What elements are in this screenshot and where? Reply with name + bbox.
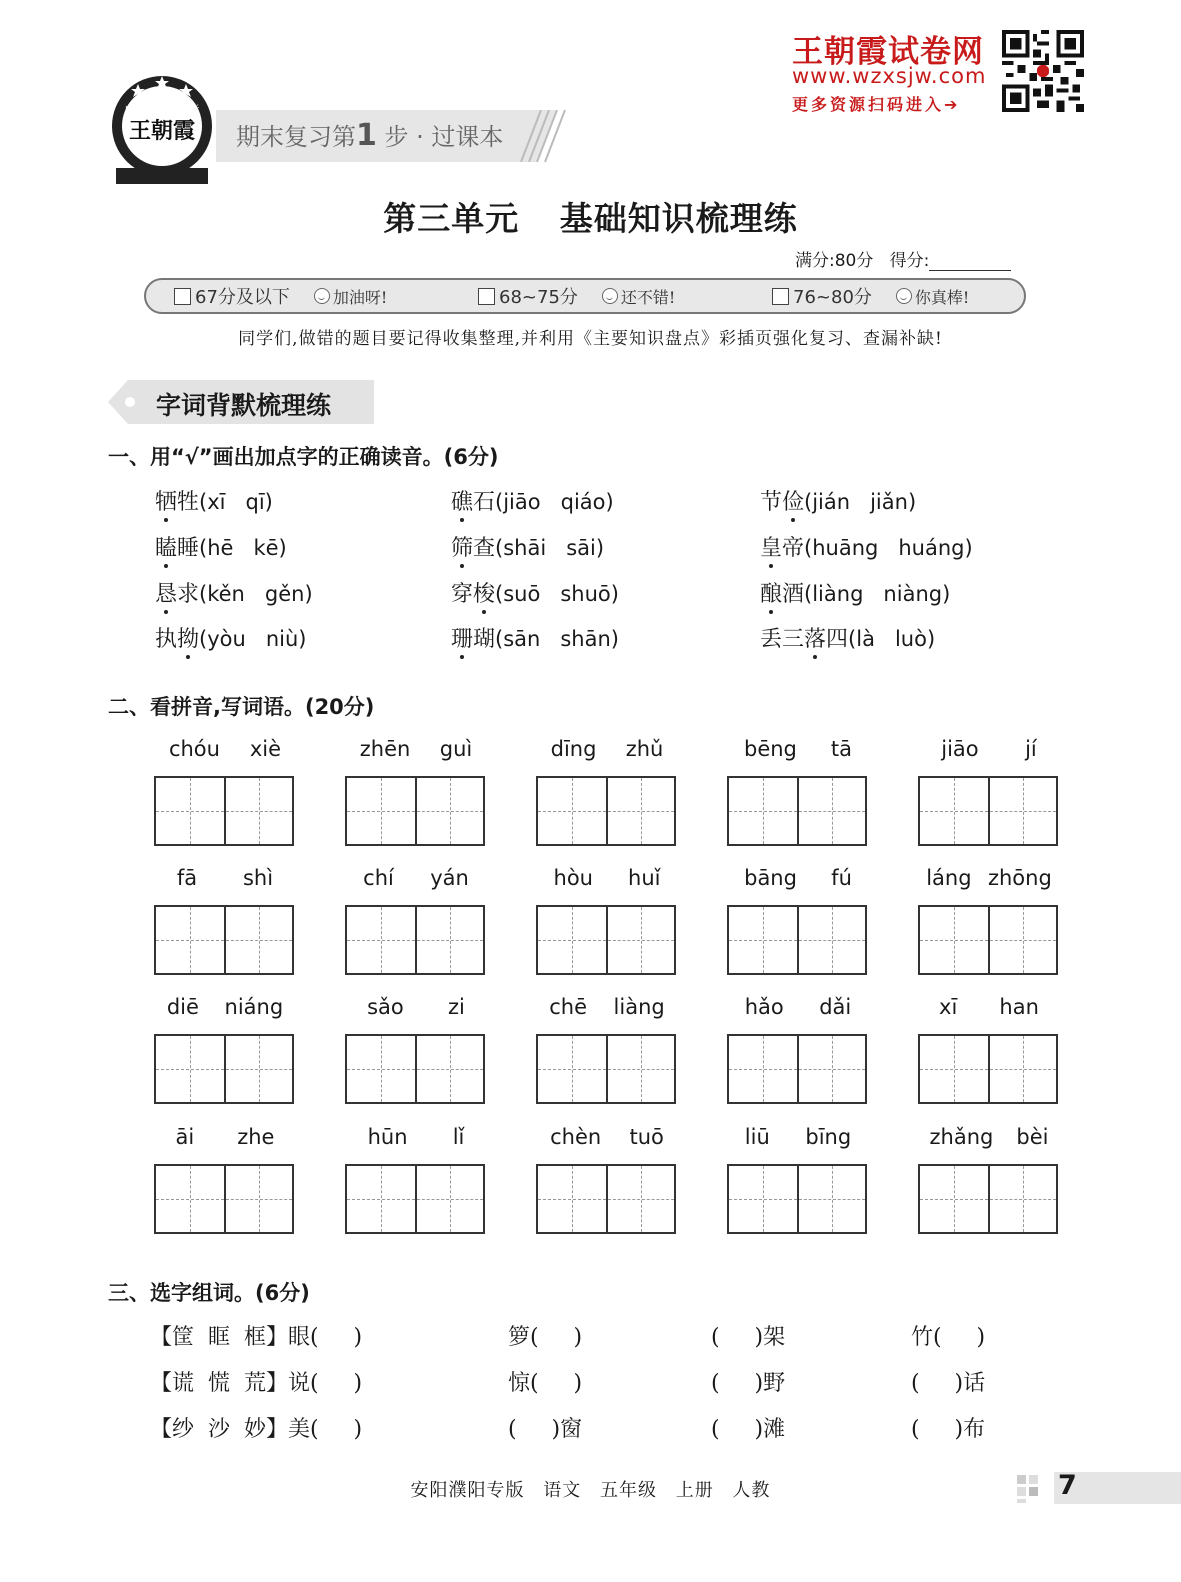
pinyin-options[interactable]: (shāi sāi): [495, 536, 605, 560]
word-prefix: 穿: [451, 582, 474, 607]
pinyin-syllable: bēng: [744, 737, 797, 761]
footer-edition: 安阳濮阳专版 语文 五年级 上册 人教: [410, 1480, 771, 1501]
study-tip: 同学们,做错的题目要记得收集整理,并利用《主要知识盘点》彩插页强化复习、查漏补缺!: [238, 329, 943, 349]
word-prefix: 丢三: [760, 627, 805, 652]
brand-url[interactable]: www.wzxsjw.com: [792, 64, 987, 88]
pinyin-syllable: chèn: [550, 1125, 602, 1149]
pinyin-prompt: [727, 866, 869, 890]
writing-cell[interactable]: [538, 1166, 606, 1232]
pinyin-options[interactable]: (xī qī): [199, 490, 273, 514]
pinyin-syllable: zi: [448, 995, 465, 1019]
brand-title: 王朝霞试卷网: [792, 34, 984, 70]
pinyin-prompt: [918, 1125, 1060, 1149]
writing-cell[interactable]: [606, 1166, 674, 1232]
writing-cell[interactable]: [538, 778, 606, 844]
writing-grid[interactable]: [727, 905, 867, 975]
pronunciation-item[interactable]: [451, 577, 619, 608]
writing-grid[interactable]: [536, 905, 676, 975]
pinyin-options[interactable]: (jián jiǎn): [804, 490, 917, 514]
pinyin-prompt: [345, 866, 487, 890]
word-suffix: 石: [473, 490, 496, 515]
pinyin-prompt: [345, 995, 487, 1019]
pinyin-syllable: diē: [166, 995, 199, 1019]
pronunciation-item[interactable]: [155, 531, 287, 562]
writing-grid[interactable]: [536, 776, 676, 846]
self-rating-bar: [144, 278, 1026, 314]
writing-cell[interactable]: [797, 1166, 865, 1232]
score-line: 满分:80分 得分:: [795, 246, 1011, 271]
pinyin-syllable: zhǎng: [929, 1125, 994, 1149]
pinyin-prompt: [727, 1125, 869, 1149]
writing-cell[interactable]: [538, 1036, 606, 1102]
pinyin-options[interactable]: (hē kē): [199, 536, 287, 560]
checkbox-icon[interactable]: [772, 288, 789, 305]
pronunciation-item[interactable]: [451, 622, 619, 653]
writing-cell[interactable]: [729, 778, 797, 844]
writing-cell[interactable]: [224, 1036, 292, 1102]
pronunciation-item[interactable]: [155, 485, 273, 516]
word-blank[interactable]: ( )野: [711, 1371, 786, 1396]
pronunciation-item[interactable]: [760, 622, 935, 653]
pinyin-syllable: shì: [242, 866, 274, 890]
checkbox-icon[interactable]: [174, 288, 191, 305]
smiley-face-icon: [896, 288, 912, 304]
writing-cell[interactable]: [920, 778, 988, 844]
pinyin-options[interactable]: (là luò): [848, 627, 936, 651]
choice-group-with-blank[interactable]: 【纱 沙 妙】美( ): [150, 1417, 363, 1442]
writing-cell[interactable]: [538, 907, 606, 973]
pinyin-syllable: hòu: [553, 866, 593, 890]
pinyin-syllable: fú: [831, 866, 852, 890]
smiley-face-icon: [602, 288, 618, 304]
pinyin-prompt: [536, 1125, 678, 1149]
writing-cell[interactable]: [347, 778, 415, 844]
dotted-character: 礁: [451, 485, 473, 516]
writing-cell[interactable]: [347, 1166, 415, 1232]
pinyin-prompt: [536, 995, 678, 1019]
writing-grid[interactable]: [918, 905, 1058, 975]
pinyin-prompt: [345, 1125, 487, 1149]
writing-cell[interactable]: [224, 778, 292, 844]
word-suffix: 查: [473, 536, 496, 561]
dotted-character: 皇: [760, 531, 782, 562]
word-blank[interactable]: 惊( ): [508, 1371, 583, 1396]
pinyin-syllable: jí: [1025, 737, 1037, 761]
choice-group-with-blank[interactable]: 【筐 眶 框】眼( ): [150, 1325, 363, 1350]
writing-cell[interactable]: [797, 778, 865, 844]
page-number-decoration: [1017, 1475, 1045, 1503]
writing-grid[interactable]: [345, 1034, 485, 1104]
word-blank[interactable]: ( )架: [711, 1325, 786, 1350]
rating-option-3[interactable]: 76~80分 你真棒!: [772, 280, 969, 312]
step-banner-text: 期末复习第1 步 · 过课本: [236, 118, 504, 153]
writing-cell[interactable]: [729, 1166, 797, 1232]
pinyin-syllable: guì: [439, 737, 473, 761]
writing-cell[interactable]: [729, 1036, 797, 1102]
pinyin-syllable: chē: [549, 995, 588, 1019]
dotted-character: 梭: [473, 577, 495, 608]
dotted-character: 牺: [155, 485, 177, 516]
pinyin-prompt: [154, 866, 296, 890]
pinyin-syllable: zhōng: [987, 866, 1052, 890]
dotted-character: 瞌: [155, 531, 177, 562]
pinyin-syllable: liū: [744, 1125, 770, 1149]
pinyin-syllable: tuō: [629, 1125, 664, 1149]
writing-cell[interactable]: [988, 907, 1056, 973]
choice-group-with-blank[interactable]: 【谎 慌 荒】说( ): [150, 1371, 363, 1396]
pinyin-options[interactable]: (sān shān): [495, 627, 619, 651]
writing-grid[interactable]: [727, 776, 867, 846]
pinyin-prompt: [154, 1125, 296, 1149]
pinyin-prompt: [918, 995, 1060, 1019]
pinyin-syllable: bīng: [805, 1125, 852, 1149]
writing-cell[interactable]: [347, 1036, 415, 1102]
pinyin-syllable: xī: [939, 995, 958, 1019]
logo-subtitle: 成长路上 霞光满天: [124, 105, 200, 115]
writing-cell[interactable]: [797, 1036, 865, 1102]
dotted-character: 落: [804, 622, 826, 653]
question-2-heading: 二、看拼音,写词语。(20分): [108, 695, 375, 719]
word-suffix: 帝: [782, 536, 805, 561]
word-suffix: 求: [177, 582, 200, 607]
writing-cell[interactable]: [988, 1166, 1056, 1232]
writing-cell[interactable]: [156, 1036, 224, 1102]
brand-scan-hint: 更多资源扫码进入➔: [792, 95, 961, 114]
writing-cell[interactable]: [415, 778, 483, 844]
page-number: 7: [1058, 1470, 1077, 1501]
word-suffix: 四: [826, 627, 849, 652]
pronunciation-item[interactable]: [451, 485, 614, 516]
pinyin-syllable: liàng: [613, 995, 665, 1019]
pinyin-options[interactable]: (jiāo qiáo): [495, 490, 614, 514]
pinyin-prompt: [918, 866, 1060, 890]
writing-grid[interactable]: [918, 776, 1058, 846]
writing-cell[interactable]: [156, 1166, 224, 1232]
pinyin-syllable: bèi: [1016, 1125, 1049, 1149]
writing-cell[interactable]: [224, 1166, 292, 1232]
pinyin-syllable: xiè: [249, 737, 282, 761]
writing-grid[interactable]: [918, 1164, 1058, 1234]
writing-grid[interactable]: [345, 776, 485, 846]
writing-cell[interactable]: [415, 1166, 483, 1232]
checkbox-icon[interactable]: [478, 288, 495, 305]
word-blank[interactable]: ( )窗: [508, 1417, 583, 1442]
pronunciation-item[interactable]: [451, 531, 604, 562]
writing-cell[interactable]: [415, 1036, 483, 1102]
wangzhaoxia-logo: [108, 68, 216, 190]
word-prefix: 执: [155, 627, 178, 652]
word-suffix: 睡: [177, 536, 200, 561]
writing-cell[interactable]: [156, 778, 224, 844]
word-suffix: 瑚: [473, 627, 496, 652]
qr-code-icon[interactable]: [1002, 30, 1084, 112]
section-title: 字词背默梳理练: [156, 391, 332, 420]
writing-cell[interactable]: [224, 907, 292, 973]
pinyin-syllable: sǎo: [367, 995, 404, 1019]
pinyin-syllable: zhǔ: [625, 737, 664, 761]
pinyin-syllable: niáng: [224, 995, 284, 1019]
pinyin-prompt: [918, 737, 1060, 761]
word-blank[interactable]: 箩( ): [508, 1325, 583, 1350]
rating-option-2[interactable]: 68~75分 还不错!: [478, 280, 675, 312]
pinyin-syllable: bāng: [744, 866, 797, 890]
pinyin-syllable: chóu: [168, 737, 220, 761]
word-suffix: 牲: [177, 490, 200, 515]
pinyin-syllable: chí: [363, 866, 394, 890]
question-1-heading: 一、用“√”画出加点字的正确读音。(6分): [108, 445, 499, 469]
writing-grid[interactable]: [345, 905, 485, 975]
writing-grid[interactable]: [154, 1164, 294, 1234]
pinyin-prompt: [536, 866, 678, 890]
writing-cell[interactable]: [606, 907, 674, 973]
writing-grid[interactable]: [536, 1034, 676, 1104]
writing-grid[interactable]: [918, 1034, 1058, 1104]
pinyin-syllable: han: [999, 995, 1039, 1019]
pinyin-syllable: yán: [430, 866, 469, 890]
writing-grid[interactable]: [154, 776, 294, 846]
dotted-character: 拗: [177, 622, 199, 653]
page-title: 第三单元 基础知识梳理练: [383, 199, 798, 238]
pinyin-prompt: [345, 737, 487, 761]
writing-grid[interactable]: [345, 1164, 485, 1234]
pronunciation-item[interactable]: [760, 531, 973, 562]
writing-grid[interactable]: [727, 1034, 867, 1104]
word-blank[interactable]: ( )布: [911, 1417, 986, 1442]
writing-grid[interactable]: [154, 905, 294, 975]
word-blank[interactable]: 竹( ): [911, 1325, 986, 1350]
pinyin-options[interactable]: (huāng huáng): [804, 536, 973, 560]
pinyin-syllable: zhe: [237, 1125, 275, 1149]
pinyin-prompt: [536, 737, 678, 761]
dotted-character: 筛: [451, 531, 473, 562]
writing-cell[interactable]: [729, 907, 797, 973]
pinyin-syllable: hǎo: [744, 995, 784, 1019]
writing-cell[interactable]: [606, 778, 674, 844]
svg-text:王朝霞: 王朝霞: [128, 118, 196, 144]
pinyin-syllable: tā: [830, 737, 852, 761]
pinyin-syllable: dīng: [550, 737, 597, 761]
pinyin-syllable: zhēn: [359, 737, 411, 761]
writing-cell[interactable]: [156, 907, 224, 973]
writing-cell[interactable]: [797, 907, 865, 973]
question-3-heading: 三、选字组词。(6分): [108, 1281, 310, 1305]
pinyin-syllable: dǎi: [819, 995, 852, 1019]
pinyin-syllable: āi: [175, 1125, 195, 1149]
pinyin-prompt: [154, 995, 296, 1019]
writing-cell[interactable]: [988, 1036, 1056, 1102]
writing-cell[interactable]: [347, 907, 415, 973]
pinyin-options[interactable]: (yòu niù): [199, 627, 307, 651]
smiley-face-icon: [314, 288, 330, 304]
pronunciation-item[interactable]: [155, 577, 313, 608]
pinyin-syllable: huǐ: [628, 866, 661, 890]
writing-grid[interactable]: [536, 1164, 676, 1234]
word-blank[interactable]: ( )话: [911, 1371, 986, 1396]
pronunciation-item[interactable]: [155, 622, 306, 653]
writing-cell[interactable]: [988, 778, 1056, 844]
writing-grid[interactable]: [154, 1034, 294, 1104]
pinyin-syllable: hūn: [367, 1125, 408, 1149]
dotted-character: 酿: [760, 577, 782, 608]
writing-cell[interactable]: [920, 1036, 988, 1102]
pinyin-syllable: fā: [176, 866, 198, 890]
pinyin-prompt: [727, 995, 869, 1019]
writing-cell[interactable]: [606, 1036, 674, 1102]
pronunciation-item[interactable]: [760, 485, 916, 516]
writing-cell[interactable]: [920, 1166, 988, 1232]
writing-grid[interactable]: [727, 1164, 867, 1234]
dotted-character: 恳: [155, 577, 177, 608]
pinyin-options[interactable]: (kěn gěn): [199, 582, 313, 606]
writing-cell[interactable]: [415, 907, 483, 973]
score-blank[interactable]: [929, 254, 1011, 271]
pinyin-options[interactable]: (liàng niàng): [804, 582, 951, 606]
dotted-character: 珊: [451, 622, 473, 653]
pinyin-syllable: lǐ: [452, 1125, 465, 1149]
word-prefix: 节: [760, 490, 783, 515]
pinyin-syllable: jiāo: [941, 737, 979, 761]
pinyin-options[interactable]: (suō shuō): [495, 582, 619, 606]
rating-option-1[interactable]: 67分及以下 加油呀!: [174, 280, 387, 312]
writing-cell[interactable]: [920, 907, 988, 973]
word-blank[interactable]: ( )滩: [711, 1417, 786, 1442]
pinyin-prompt: [727, 737, 869, 761]
pinyin-prompt: [154, 737, 296, 761]
word-suffix: 酒: [782, 582, 805, 607]
pinyin-syllable: láng: [926, 866, 972, 890]
pronunciation-item[interactable]: [760, 577, 950, 608]
dotted-character: 俭: [782, 485, 804, 516]
